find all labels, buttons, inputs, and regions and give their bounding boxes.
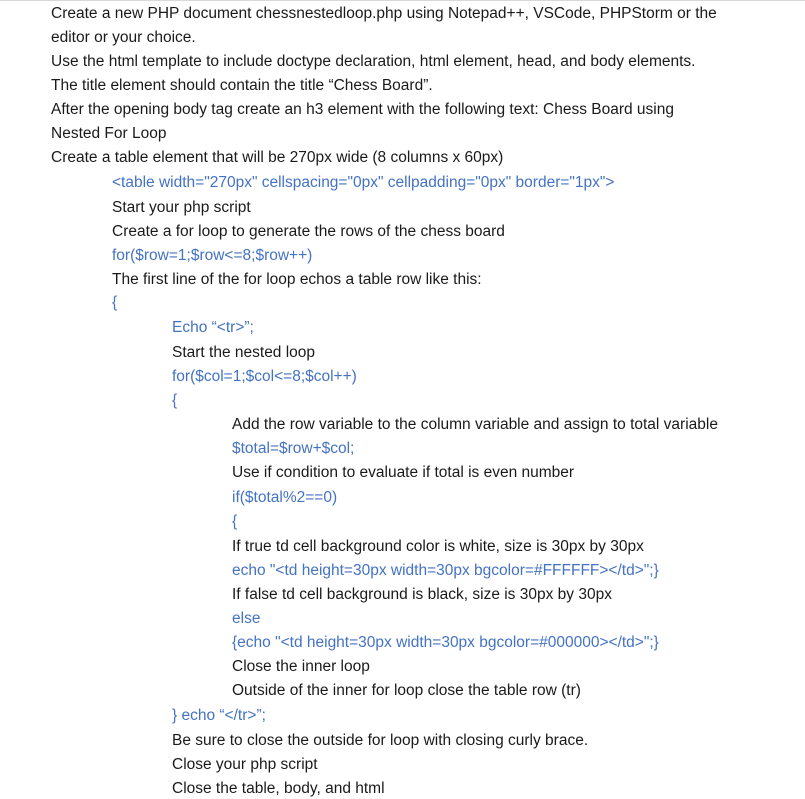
list-text: Add the row variable to the column variable and assign to total variable [232,416,718,433]
list-text: Close the table, body, and html [172,780,385,797]
code-text: for($col=1;$col<=8;$col++) [172,368,357,385]
list-text: If false td cell background is black, size is 30px by 30px [232,586,612,603]
list-text: Create a new PHP document chessnestedloop.php using Notepad++, VSCode, PHPStorm or the [51,5,717,22]
list-text: The title element should contain the title “Chess Board”. [51,77,433,94]
code-text: { [172,392,178,409]
code-text: echo "<td height=30px width=30px bgcolor=#FFFFFF></td>";} [232,562,659,579]
code-text: else [232,610,261,627]
list-text: Create a for loop to generate the rows of the chess board [112,223,505,240]
code-text: {echo "<td height=30px width=30px bgcolor=#000000></td>";} [232,634,659,651]
code-text: } echo “</tr>”; [172,707,266,724]
top-divider [0,0,805,1]
code-text: { [232,513,238,530]
list-text: Be sure to close the outside for loop with closing curly brace. [172,732,589,749]
list-text: The first line of the for loop echos a table row like this: [112,271,482,288]
code-text: $total=$row+$col; [232,440,355,457]
list-text: Start the nested loop [172,344,316,361]
list-text: Start your php script [112,199,251,216]
list-text: Use if condition to evaluate if total is even number [232,464,575,481]
list-text: editor or your choice. [51,29,196,46]
code-text: Echo “<tr>”; [172,319,254,336]
list-text: Outside of the inner for loop close the table row (tr) [232,682,581,699]
list-text: Use the html template to include doctype declaration, html element, head, and body elements. [51,53,696,70]
code-text: if($total%2==0) [232,489,338,506]
list-text: Close your php script [172,756,318,773]
list-text: Close the inner loop [232,658,370,675]
list-text: Nested For Loop [51,125,167,142]
code-text: for($row=1;$row<=8;$row++) [112,247,313,264]
list-text: If true td cell background color is white, size is 30px by 30px [232,538,644,555]
list-text: After the opening body tag create an h3 element with the following text: Chess Board using [51,101,674,118]
list-text: Create a table element that will be 270px wide (8 columns x 60px) [51,149,504,166]
code-text: <table width="270px" cellspacing="0px" cellpadding="0px" border="1px"> [112,174,615,191]
code-text: { [112,294,118,311]
